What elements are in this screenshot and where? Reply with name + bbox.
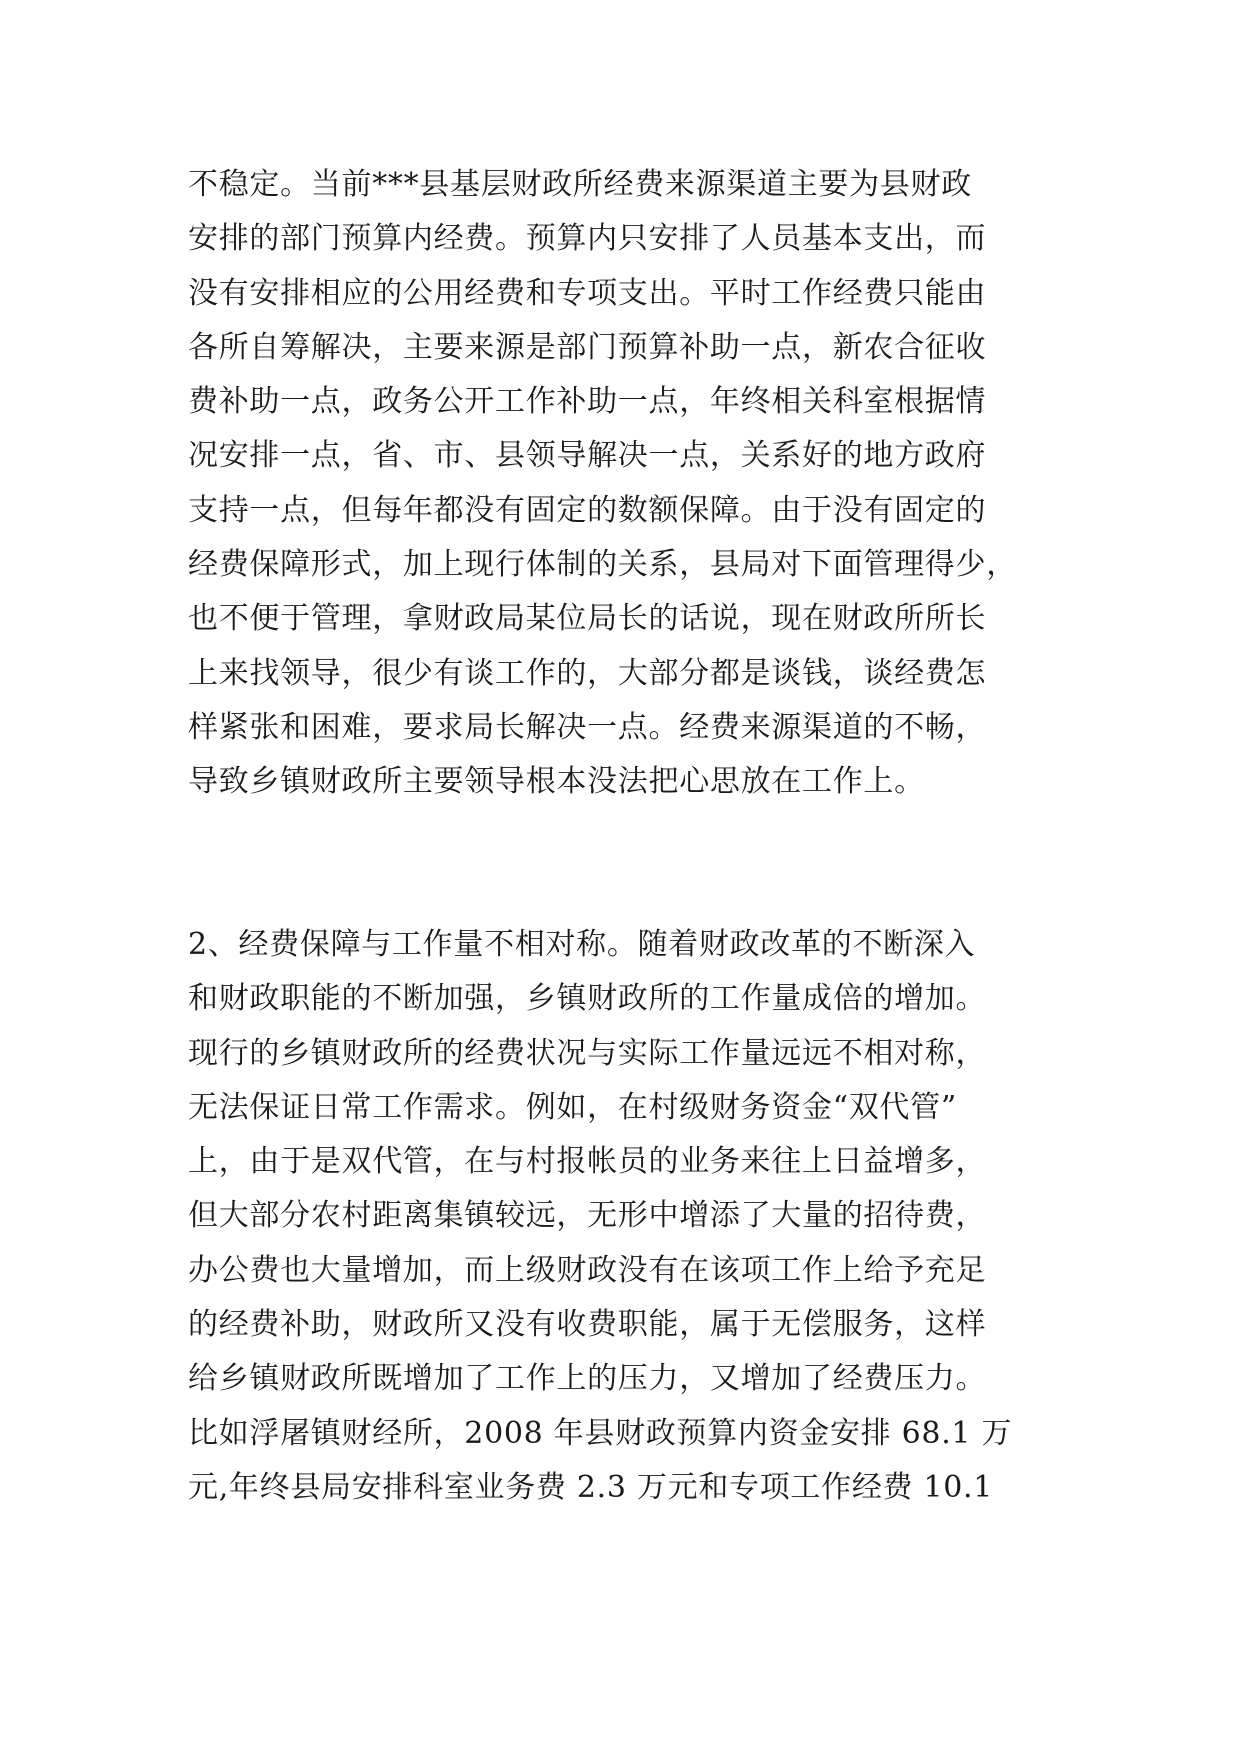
paragraph-line: 费补助一点，政务公开工作补助一点，年终相关科室根据情	[188, 384, 987, 420]
paragraph-line: 各所自筹解决，主要来源是部门预算补助一点，新农合征收	[188, 329, 987, 365]
paragraph-line: 给乡镇财政所既增加了工作上的压力，又增加了经费压力。	[188, 1361, 987, 1397]
paragraph-line: 安排的部门预算内经费。预算内只安排了人员基本支出，而	[188, 221, 987, 257]
paragraph-2	[188, 918, 1068, 1515]
paragraph-line: 导致乡镇财政所主要领导根本没法把心思放在工作上。	[188, 764, 925, 800]
paragraph-line: 现行的乡镇财政所的经费状况与实际工作量远远不相对称，	[188, 1035, 987, 1071]
paragraph-line: 但大部分农村距离集镇较远，无形中增添了大量的招待费，	[188, 1198, 987, 1234]
paragraph-line: 无法保证日常工作需求。例如，在村级财务资金“双代管”	[188, 1089, 957, 1125]
paragraph-line: 上，由于是双代管，在与村报帐员的业务来往上日益增多，	[188, 1144, 987, 1180]
paragraph-line: 的经费补助，财政所又没有收费职能，属于无偿服务，这样	[188, 1307, 987, 1343]
paragraph-line: 没有安排相应的公用经费和专项支出。平时工作经费只能由	[188, 275, 987, 311]
paragraph-line: 支持一点，但每年都没有固定的数额保障。由于没有固定的	[188, 492, 987, 528]
paragraph-line: 比如浮屠镇财经所，2008 年县财政预算内资金安排 68.1 万	[188, 1415, 1013, 1451]
paragraph-1	[188, 158, 1068, 810]
paragraph-line: 经费保障形式，加上现行体制的关系，县局对下面管理得少，	[188, 547, 1017, 583]
paragraph-line: 样紧张和困难，要求局长解决一点。经费来源渠道的不畅，	[188, 709, 987, 745]
paragraph-line: 况安排一点，省、市、县领导解决一点，关系好的地方政府	[188, 438, 987, 474]
paragraph-line: 不稳定。当前***县基层财政所经费来源渠道主要为县财政	[188, 167, 972, 202]
paragraph-line: 2、经费保障与工作量不相对称。随着财政改革的不断深入	[188, 927, 976, 962]
paragraph-line: 上来找领导，很少有谈工作的，大部分都是谈钱，谈经费怎	[188, 655, 987, 691]
paragraph-line: 和财政职能的不断加强，乡镇财政所的工作量成倍的增加。	[188, 981, 987, 1017]
paragraph-line: 办公费也大量增加，而上级财政没有在该项工作上给予充足	[188, 1252, 987, 1288]
paragraph-line: 也不便于管理，拿财政局某位局长的话说，现在财政所所长	[188, 601, 987, 637]
paragraph-line: 元,年终县局安排科室业务费 2.3 万元和专项工作经费 10.1	[188, 1469, 994, 1505]
